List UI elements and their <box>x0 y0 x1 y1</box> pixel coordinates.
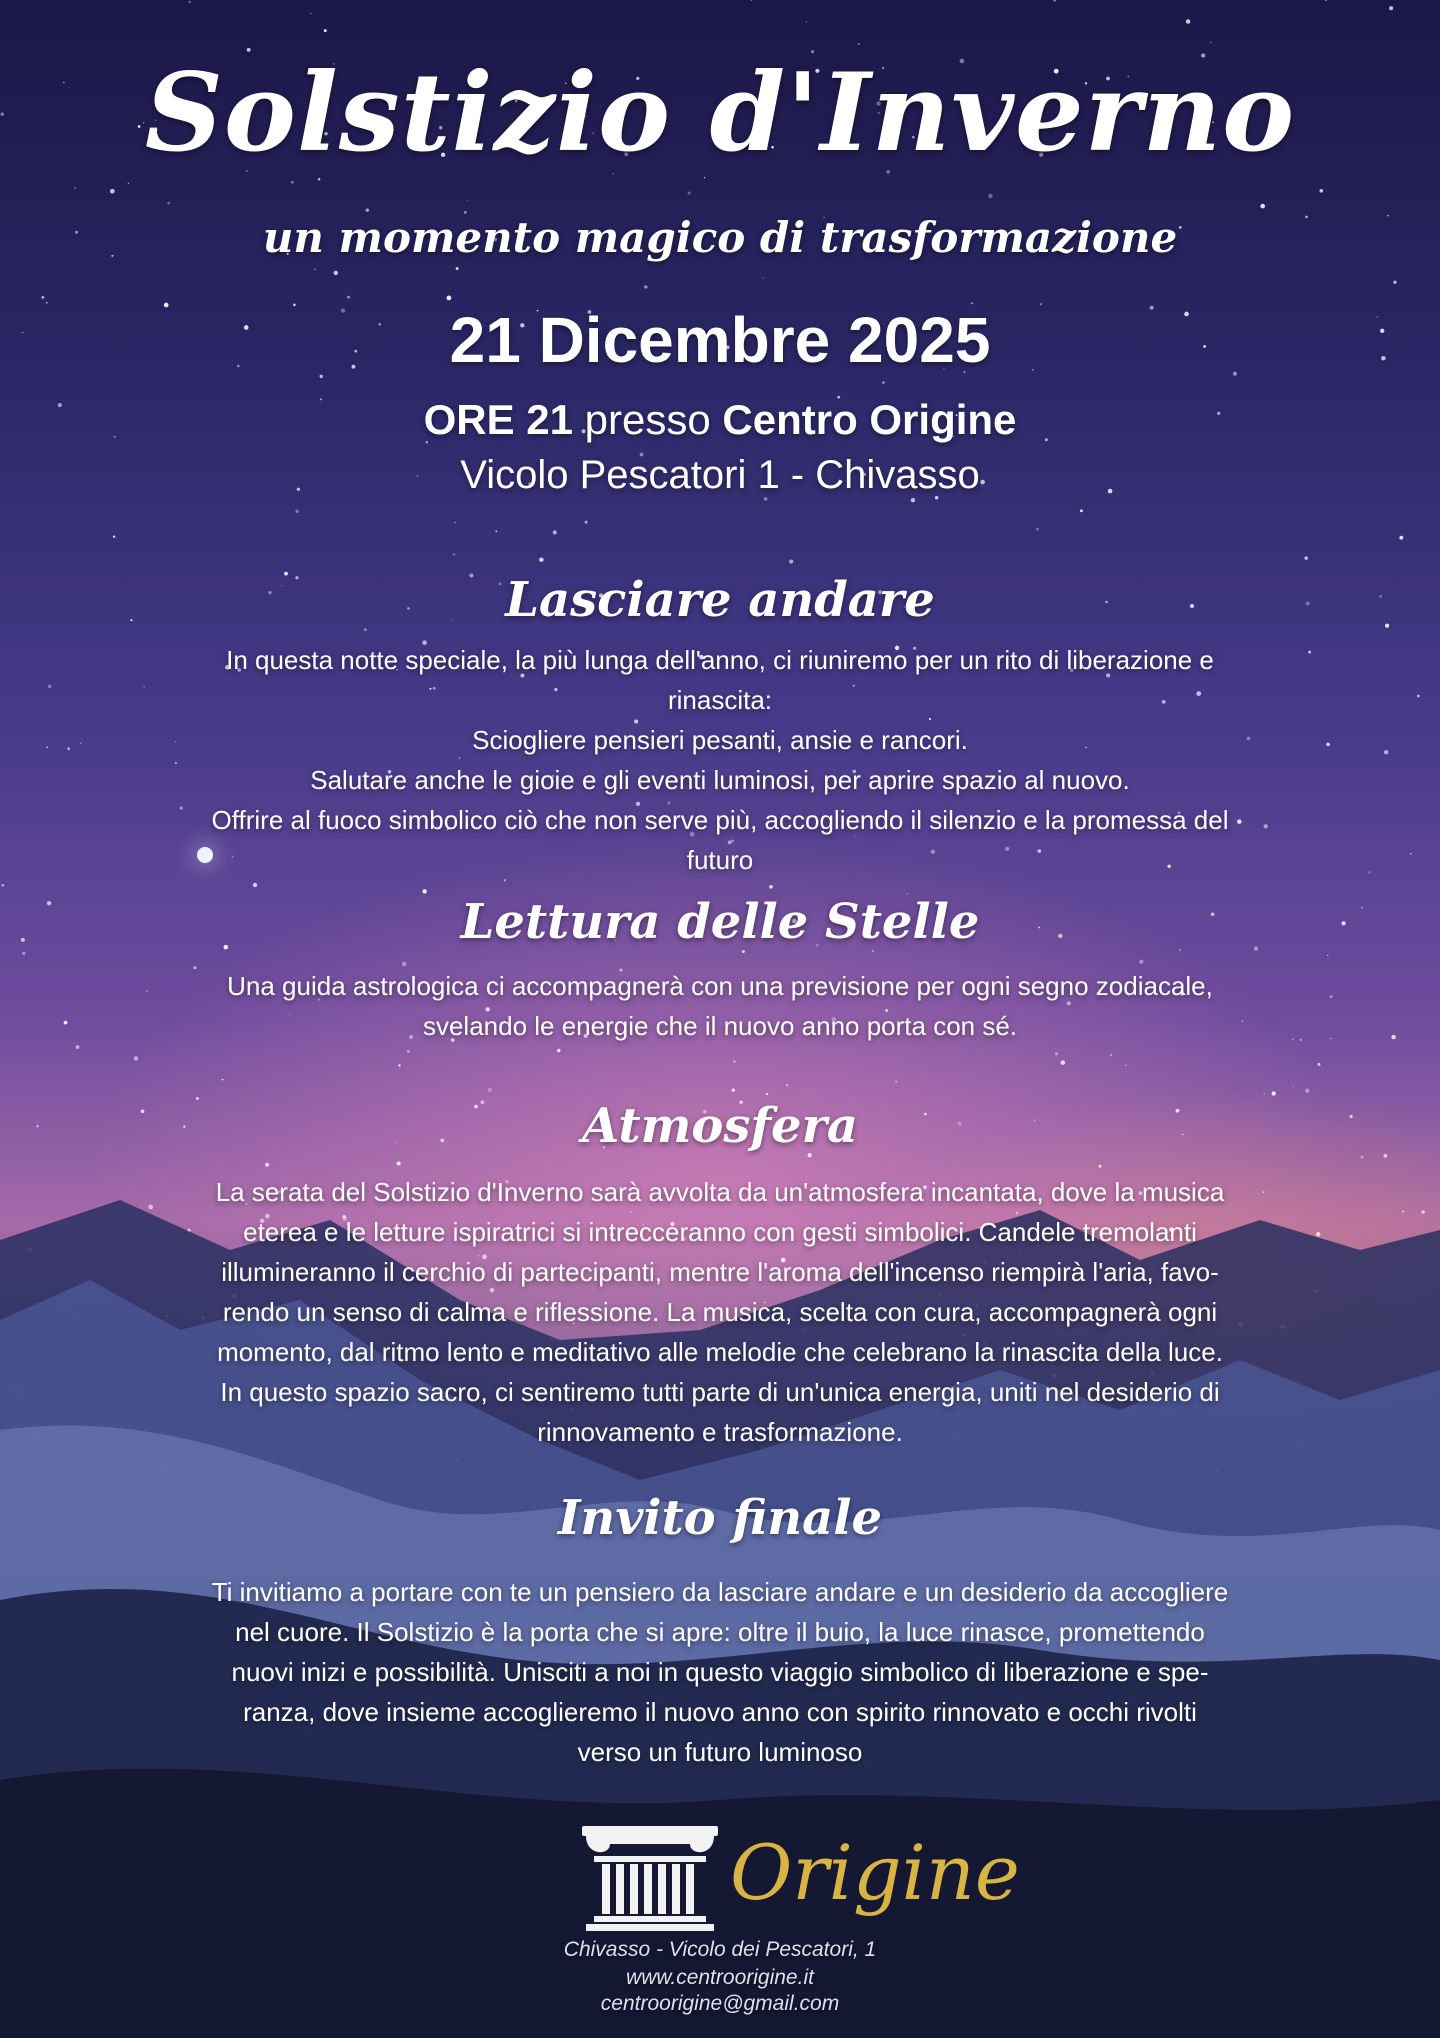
event-venue-connector: presso <box>584 396 711 443</box>
star <box>295 510 299 514</box>
star <box>1393 281 1396 284</box>
event-title: Solstizio d'Inverno <box>144 50 1296 176</box>
star <box>751 0 752 1</box>
footer-address: Chivasso - Vicolo dei Pescatori, 1 <box>563 1938 877 1961</box>
star <box>67 747 70 750</box>
star <box>456 267 459 270</box>
star <box>76 1045 80 1049</box>
star <box>1305 1089 1309 1093</box>
star <box>539 557 544 562</box>
section-title-lasciare-andare: Lasciare andare <box>505 572 935 628</box>
star <box>644 285 647 288</box>
star <box>1036 528 1039 531</box>
text-line: Ti invitiamo a portare con te un pensiero da lasciare andare e un desiderio da accogliere <box>211 1577 1229 1607</box>
star <box>1417 695 1420 698</box>
star <box>585 521 588 524</box>
star <box>128 183 129 184</box>
event-subtitle: un momento magico di trasformazione <box>262 213 1178 262</box>
star <box>1325 0 1327 1</box>
star <box>1110 1054 1112 1056</box>
text-line: verso un futuro luminoso <box>577 1737 863 1767</box>
star <box>1293 1085 1294 1086</box>
event-time: ORE 21 <box>423 396 573 443</box>
star <box>253 883 257 887</box>
star <box>806 21 807 22</box>
footer-email[interactable]: centroorigine@gmail.com <box>600 1992 840 2015</box>
star <box>1260 204 1265 209</box>
text-line: In questo spazio sacro, ci sentiremo tutti parte di un'unica energia, uniti nel desiderio di <box>220 1377 1220 1407</box>
star <box>1186 19 1190 23</box>
star <box>1055 1052 1058 1055</box>
section-title-invito-finale: Invito finale <box>557 1490 883 1546</box>
star <box>495 530 497 532</box>
star <box>41 296 44 299</box>
star <box>1099 1165 1102 1168</box>
star <box>1330 1038 1331 1039</box>
star <box>1 884 4 887</box>
star <box>895 1081 897 1083</box>
event-time-venue <box>0 392 1440 448</box>
star <box>80 743 81 744</box>
star <box>1139 960 1143 964</box>
star <box>557 1049 560 1052</box>
star <box>467 200 468 201</box>
star <box>1125 1065 1126 1066</box>
star <box>1080 509 1083 512</box>
star <box>454 522 455 523</box>
star <box>453 553 456 556</box>
star <box>75 188 76 189</box>
text-line: rinascita: <box>667 685 773 715</box>
star <box>1319 189 1323 193</box>
star <box>48 685 52 689</box>
text-line: nel cuore. Il Solstizio è la porta che si apre: oltre il buio, la luce rinasce, promettendo <box>235 1617 1205 1647</box>
text-line: rinnovamento e trasformazione. <box>537 1417 903 1447</box>
star <box>882 381 884 383</box>
star <box>789 559 793 563</box>
star <box>488 1088 492 1092</box>
event-venue: Centro Origine <box>722 396 1017 443</box>
text-line: Sciogliere pensieri pesanti, ansie e rancori. <box>472 725 968 755</box>
star <box>1327 955 1328 956</box>
section-body-atmosfera <box>110 1172 1330 1452</box>
star <box>858 43 860 45</box>
star <box>1384 750 1388 754</box>
star <box>553 530 557 534</box>
star <box>397 1161 401 1165</box>
star <box>762 277 764 279</box>
star <box>134 1056 138 1060</box>
star <box>407 1050 410 1053</box>
event-address: Vicolo Pescatori 1 - Chivasso <box>460 453 980 497</box>
star <box>46 747 48 749</box>
star <box>1410 853 1411 854</box>
star <box>1210 42 1212 44</box>
text-line: ranza, dove insieme accoglieremo il nuovo anno con spirito rinnovato e occhi rivolti <box>243 1697 1197 1727</box>
star <box>398 1064 400 1066</box>
star <box>769 885 773 889</box>
section-title-atmosfera: Atmosfera <box>582 1098 858 1154</box>
star <box>1330 995 1333 998</box>
star <box>265 1163 269 1167</box>
star <box>988 194 992 198</box>
star <box>733 1060 735 1062</box>
star <box>1060 1060 1065 1065</box>
section-body-lasciare-andare <box>110 640 1330 880</box>
text-line: illumineranno il cerchio di partecipanti, mentre l'aroma dell'incenso riempirà l'aria, favo- <box>221 1257 1219 1287</box>
text-line: svelando le energie che il nuovo anno porta con sé. <box>422 1011 1018 1041</box>
text-line: rendo un senso di calma e riflessione. La musica, scelta con cura, accompagnerà ogni <box>222 1297 1218 1327</box>
star <box>318 178 321 181</box>
brand-logo-text: Origine <box>730 1828 1020 1917</box>
text-line: In questa notte speciale, la più lunga dell'anno, ci riuniremo per un rito di liberazione e <box>226 645 1214 675</box>
star <box>1318 1063 1321 1066</box>
text-line: Una guida astrologica ci accompagnerà con una previsione per ogni segno zodiacale, <box>227 971 1213 1001</box>
text-line: Salutare anche le gioie e gli eventi luminosi, per aprire spazio al nuovo. <box>310 765 1130 795</box>
star <box>732 1088 736 1092</box>
star <box>1399 536 1403 540</box>
event-date: 21 Dicembre 2025 <box>449 304 991 376</box>
star <box>347 296 350 299</box>
star <box>334 271 338 275</box>
star <box>314 268 316 270</box>
star <box>688 191 691 194</box>
star <box>786 1084 788 1086</box>
text-line: Offrire al fuoco simbolico ciò che non serve più, accogliendo il silenzio e la promessa del <box>211 805 1229 835</box>
star <box>291 181 294 184</box>
star <box>1053 0 1056 2</box>
star <box>1304 556 1307 559</box>
star <box>113 535 115 537</box>
star <box>324 29 327 32</box>
star <box>1391 1035 1395 1039</box>
star <box>64 1021 68 1025</box>
star <box>1389 6 1393 10</box>
text-line: futuro <box>686 845 754 875</box>
star <box>310 13 311 14</box>
star <box>1368 871 1370 873</box>
text-line: momento, dal ritmo lento e meditativo alle melodie che celebrano la rinascita della luce. <box>217 1337 1223 1367</box>
text-line: nuovi inizi e possibilità. Unisciti a noi in questo viaggio simbolico di liberazione e spe- <box>231 1657 1209 1687</box>
star <box>222 1079 224 1081</box>
text-line: eterea e le letture ispiratrici si intrecceranno con gesti simbolici. Candele tremolanti <box>243 1217 1197 1247</box>
section-title-lettura-stelle: Lettura delle Stelle <box>460 894 980 950</box>
text-line: La serata del Solstizio d'Inverno sarà avvolta da un'atmosfera incantata, dove la musica <box>215 1177 1225 1207</box>
star <box>110 189 115 194</box>
section-body-invito-finale <box>110 1572 1330 1772</box>
star <box>188 1 191 4</box>
star <box>167 202 170 205</box>
footer-website[interactable]: www.centroorigine.it <box>626 1966 814 1989</box>
section-body-lettura-stelle <box>110 966 1330 1046</box>
